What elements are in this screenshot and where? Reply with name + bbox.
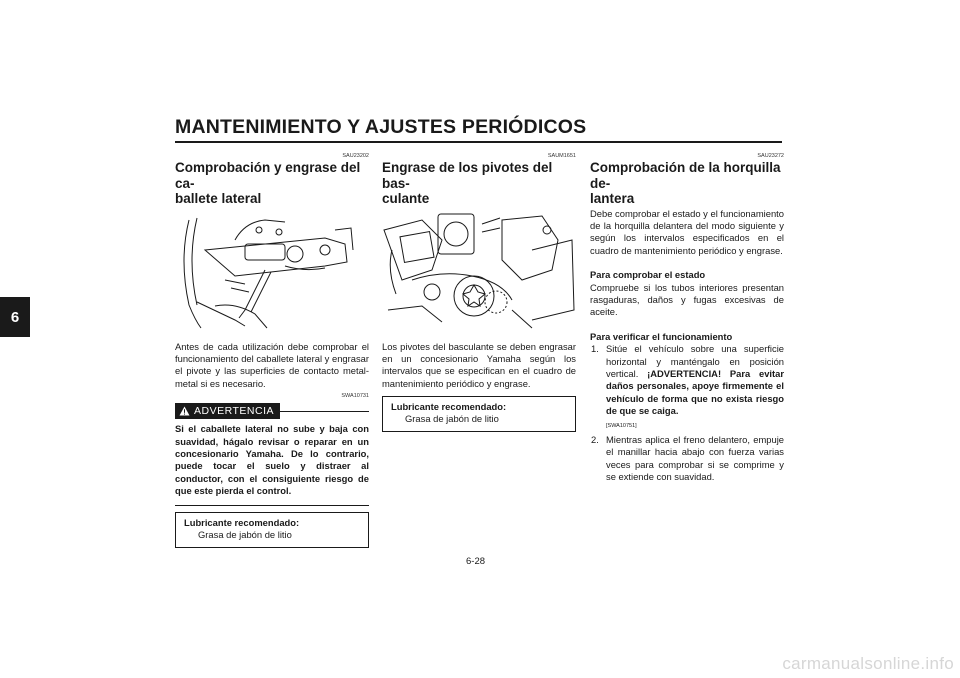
step-item [590,434,784,484]
section-heading [590,160,784,207]
swingarm-body: Los pivotes del basculante se deben engrasar en un concesionario Yamaha según los intervalos que se especifican en el cuadro de mantenimiento periódico y engrase. [382,340,576,389]
lubricant-box [175,512,369,548]
step-text: Mientras aplica el freno delantero, empuje el manillar hacia abajo con fuerza varias veces para comprobar si se comprime y se extiende con suavidad. [606,434,784,483]
page-number: 6-28 [466,556,486,567]
operation-steps [590,343,784,483]
lubricant-title: Lubricante recomendado: [184,516,300,528]
section-code: SAUM1651 [547,153,576,159]
heading-line: Comprobación de la horquilla de- [590,160,781,191]
section-heading [175,160,369,207]
warning-banner [175,403,369,419]
warning-badge [175,403,280,419]
section-heading [382,160,576,207]
lubricant-title: Lubricante recomendado: [391,401,507,413]
heading-line: lantera [590,191,635,206]
condition-body: Compruebe si los tubos interiores presentan rasgaduras, daños y fugas excesivas de aceite. [590,281,784,318]
sidestand-body: Antes de cada utilización debe comprobar el funcionamiento del caballete lateral y engrasar el pivote y las superficies de contacto metal-metal si es necesario. [175,340,369,389]
lubricant-value: Grasa de jabón de litio [405,413,499,425]
warning-triangle-icon [179,406,190,416]
heading-line: Comprobación y engrase del ca- [175,160,361,191]
step-instruction: Sitúe el vehículo sobre una superficie horizontal y manténgalo en posición vertical. [606,343,784,379]
page-title: MANTENIMIENTO Y AJUSTES PERIÓDICOS [175,116,587,138]
title-rule [175,141,782,143]
sidestand-illustration [175,210,369,330]
step-number: 2. [591,434,599,445]
step-text [606,343,784,434]
warning-line [280,411,369,412]
step-warning: ¡ADVERTENCIA! Para evitar daños personales, apoye firmemente el vehículo de forma que no exista riesgo de que se caiga. [606,367,784,417]
warning-code: SWA10731 [341,393,369,400]
step-number: 1. [591,343,599,355]
step-warning-code: [SWA10751] [606,422,637,429]
section-code: SAU23202 [342,153,369,159]
column-sidestand [175,153,369,548]
lubricant-box [382,396,576,432]
subheading-operation: Para verificar el funcionamiento [590,330,733,342]
heading-line: culante [382,191,430,206]
fork-intro: Debe comprobar el estado y el funcionamiento de la horquilla delantera del modo siguiente y según los intervalos especificados en el cuadro de mantenimiento periódico y engrase. [590,207,784,256]
swingarm-pivot-illustration [382,210,576,330]
watermark: carmanualsonline.info [782,654,954,673]
warning-end-rule [175,505,369,506]
column-swingarm [382,153,576,432]
warning-label: ADVERTENCIA [194,405,274,418]
lubricant-value: Grasa de jabón de litio [198,528,292,540]
heading-line: Engrase de los pivotes del bas- [382,160,553,191]
column-front-fork [590,153,784,484]
step-item [590,343,784,434]
subheading-condition: Para comprobar el estado [590,269,706,281]
heading-line: ballete lateral [175,191,262,206]
warning-text: Si el caballete lateral no sube y baja con suavidad, hágalo revisar o reparar en un concesionario Yamaha. De lo contrario, puede tocar el suelo y distraer al conductor, con el consiguiente riesgo de que este pierda el control. [175,423,369,497]
section-code: SAU23272 [757,153,784,159]
chapter-tab: 6 [0,297,30,337]
